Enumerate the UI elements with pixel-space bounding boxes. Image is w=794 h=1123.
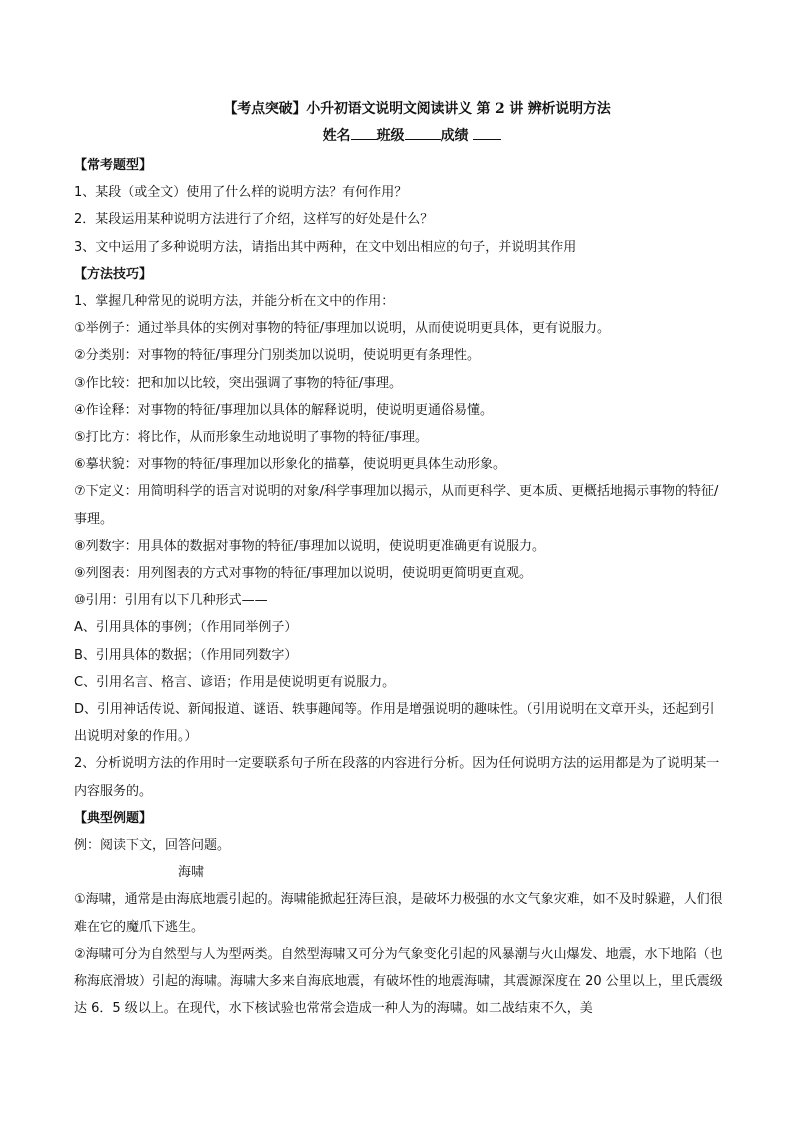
method-item: 1、掌握几种常见的说明方法，并能分析在文中的作用： bbox=[74, 294, 395, 310]
method-item: D、引用神话传说、新闻报道、谜语、轶事趣闻等。作用是增强说明的趣味性。（引用说明在文章开头，还起到引出说明对象的作用。） bbox=[74, 702, 715, 745]
section-heading-example: 【典型例题】 bbox=[74, 810, 153, 826]
method-item: ⑩引用：引用有以下几种形式—— bbox=[74, 593, 268, 609]
method-item: ⑥摹状貌：对事物的特征/事理加以形象化的描摹，使说明更具体生动形象。 bbox=[74, 457, 507, 473]
method-item: A、引用具体的事例；（作用同举例子） bbox=[74, 620, 298, 636]
section-heading-common: 【常考题型】 bbox=[74, 158, 153, 173]
name-label: 姓名 bbox=[322, 128, 351, 144]
method-item: C、引用名言、格言、谚语；作用是使说明更有说服力。 bbox=[74, 674, 396, 690]
student-info-line bbox=[0, 125, 794, 145]
page-title: 【考点突破】小升初语文说明文阅读讲义 第 2 讲 辨析说明方法 bbox=[223, 101, 611, 117]
section-heading-methods: 【方法技巧】 bbox=[74, 266, 153, 282]
method-item: ③作比较：把和加以比较，突出强调了事物的特征/事理。 bbox=[74, 375, 403, 391]
method-item: ⑤打比方：将比作，从而形象生动地说明了事物的特征/事理。 bbox=[74, 430, 429, 446]
score-blank[interactable] bbox=[473, 139, 501, 140]
passage-paragraph: ②海啸可分为自然型与人为型两类。自然型海啸又可分为气象变化引起的风暴潮与火山爆发、地震，水下地陷（也称海底滑坡）引起的海啸。海啸大多来自海底地震，有破坏性的地震海啸，其震源深度在 20 公里以上，里氏震级达 6．5 级以上。在现代，水下核试验也常常会造成一种人为的海啸。如二战结束不久，美 bbox=[74, 946, 723, 1017]
method-item: ②分类别：对事物的特征/事理分门别类加以说明，使说明更有条理性。 bbox=[74, 348, 481, 364]
method-item: ④作诠释：对事物的特征/事理加以具体的解释说明，使说明更通俗易懂。 bbox=[74, 402, 494, 418]
class-label: 班级 bbox=[376, 128, 405, 144]
method-item: ①举例子：通过举具体的实例对事物的特征/事理加以说明，从而使说明更具体，更有说服力。 bbox=[74, 321, 611, 337]
class-blank[interactable] bbox=[405, 139, 441, 140]
passage-paragraph: ①海啸，通常是由海底地震引起的。海啸能掀起狂涛巨浪，是破坏力极强的水文气象灾难，如不及时躲避，人们很难在它的魔爪下逃生。 bbox=[74, 892, 723, 935]
method-item: ⑦下定义：用简明科学的语言对说明的对象/科学事理加以揭示，从而更科学、更本质、更概括地揭示事物的特征/事理。 bbox=[74, 484, 719, 527]
common-item: 1、某段（或全文）使用了什么样的说明方法？有何作用？ bbox=[74, 185, 408, 201]
document-body bbox=[74, 152, 726, 1023]
common-item: 3、文中运用了多种说明方法，请指出其中两种，在文中划出相应的句子，并说明其作用 bbox=[74, 239, 577, 255]
passage-title: 海啸 bbox=[178, 865, 205, 881]
example-intro: 例：阅读下文，回答问题。 bbox=[74, 838, 231, 854]
method-item: 2、分析说明方法的作用时一定要联系句子所在段落的内容进行分析。因为任何说明方法的运用都是为了说明某一内容服务的。 bbox=[74, 756, 720, 799]
score-label: 成绩 bbox=[440, 128, 469, 144]
method-item: ⑨列图表：用列图表的方式对事物的特征/事理加以说明，使说明更简明更直观。 bbox=[74, 566, 533, 582]
method-item: ⑧列数字：用具体的数据对事物的特征/事理加以说明，使说明更准确更有说服力。 bbox=[74, 538, 546, 554]
name-blank[interactable] bbox=[351, 139, 377, 140]
method-item: B、引用具体的数据；（作用同列数字） bbox=[74, 647, 298, 663]
common-item: 2．某段运用某种说明方法进行了介绍，这样写的好处是什么？ bbox=[74, 212, 434, 228]
